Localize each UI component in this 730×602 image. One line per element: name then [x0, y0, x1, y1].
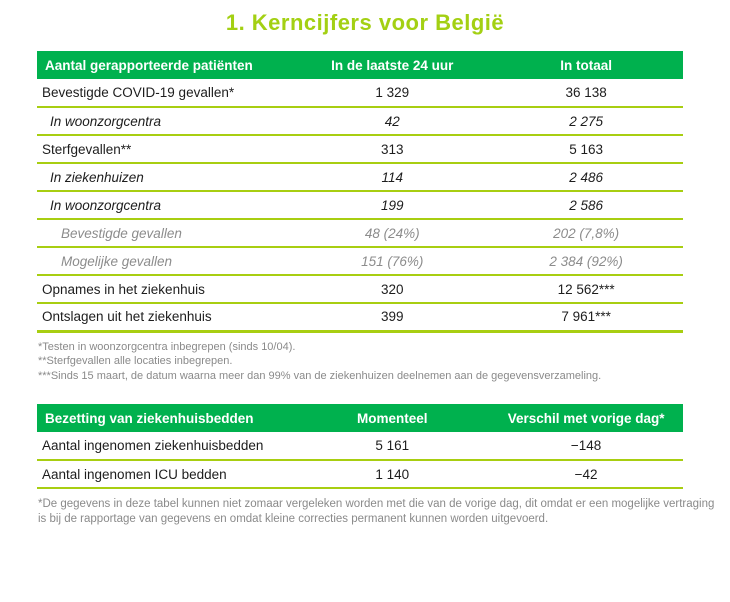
value-total: 202 (7,8%) — [489, 219, 683, 247]
value-total: 12 562*** — [489, 275, 683, 303]
row-label: Bevestigde gevallen — [37, 219, 295, 247]
table-row — [37, 303, 683, 331]
value-total: 36 138 — [489, 79, 683, 107]
row-label: In ziekenhuizen — [37, 163, 295, 191]
table-row — [37, 275, 683, 303]
row-label: Aantal ingenomen ICU bedden — [37, 460, 295, 488]
value-last24h: 48 (24%) — [295, 219, 489, 247]
value-diff: −148 — [489, 432, 683, 460]
value-total: 2 275 — [489, 107, 683, 135]
value-total: 5 163 — [489, 135, 683, 163]
value-total: 2 384 (92%) — [489, 247, 683, 275]
row-label: Sterfgevallen** — [37, 135, 295, 163]
footnote: *Testen in woonzorgcentra inbegrepen (sinds 10/04). — [38, 340, 296, 353]
table-row — [37, 432, 683, 460]
table-row — [37, 247, 683, 275]
header-total: In totaal — [489, 51, 683, 79]
row-label: Ontslagen uit het ziekenhuis — [37, 303, 295, 331]
footnote: **Sterfgevallen alle locaties inbegrepen. — [38, 355, 233, 367]
header-diff-previous-day: Verschil met vorige dag* — [489, 404, 683, 432]
table-header-row — [37, 404, 683, 432]
table2-footnote: *De gegevens in deze tabel kunnen niet zomaar vergeleken worden met die van de vorige dag, dit omdat er een mogelijke vertraging is bij de rapportage van gegevens en omdat kleine correcties permanent kunnen worden uitgevoerd. — [38, 498, 715, 525]
row-label: In woonzorgcentra — [37, 191, 295, 219]
bed-occupancy-table — [37, 404, 683, 489]
row-label: Opnames in het ziekenhuis — [37, 275, 295, 303]
value-total: 7 961*** — [489, 303, 683, 331]
table-row — [37, 163, 683, 191]
footnote: ***Sinds 15 maart, de datum waarna meer dan 99% van de ziekenhuizen deelnemen aan de gegevensverzameling. — [38, 369, 602, 382]
table-row — [37, 460, 683, 488]
value-last24h: 1 329 — [295, 79, 489, 107]
table-row — [37, 79, 683, 107]
header-current: Momenteel — [295, 404, 489, 432]
value-diff: −42 — [489, 460, 683, 488]
value-last24h: 151 (76%) — [295, 247, 489, 275]
table1-footnotes — [38, 340, 730, 384]
value-current: 5 161 — [295, 432, 489, 460]
page-title: 1. Kerncijfers voor België — [225, 10, 505, 35]
value-last24h: 114 — [295, 163, 489, 191]
value-current: 1 140 — [295, 460, 489, 488]
header-bed-occupancy: Bezetting van ziekenhuisbedden — [37, 404, 295, 432]
value-last24h: 42 — [295, 107, 489, 135]
header-reported-patients: Aantal gerapporteerde patiënten — [37, 51, 295, 79]
header-last-24h: In de laatste 24 uur — [295, 51, 489, 79]
value-total: 2 586 — [489, 191, 683, 219]
value-total: 2 486 — [489, 163, 683, 191]
value-last24h: 320 — [295, 275, 489, 303]
table-row — [37, 107, 683, 135]
row-label: Bevestigde COVID-19 gevallen* — [37, 79, 295, 107]
spacer — [0, 383, 730, 404]
value-last24h: 199 — [295, 191, 489, 219]
value-last24h: 399 — [295, 303, 489, 331]
table-row — [37, 191, 683, 219]
table-row — [37, 219, 683, 247]
row-label: Mogelijke gevallen — [37, 247, 295, 275]
row-label: In woonzorgcentra — [37, 107, 295, 135]
row-label: Aantal ingenomen ziekenhuisbedden — [37, 432, 295, 460]
table-header-row — [37, 51, 683, 79]
table-row — [37, 135, 683, 163]
value-last24h: 313 — [295, 135, 489, 163]
reported-patients-table — [37, 51, 683, 333]
